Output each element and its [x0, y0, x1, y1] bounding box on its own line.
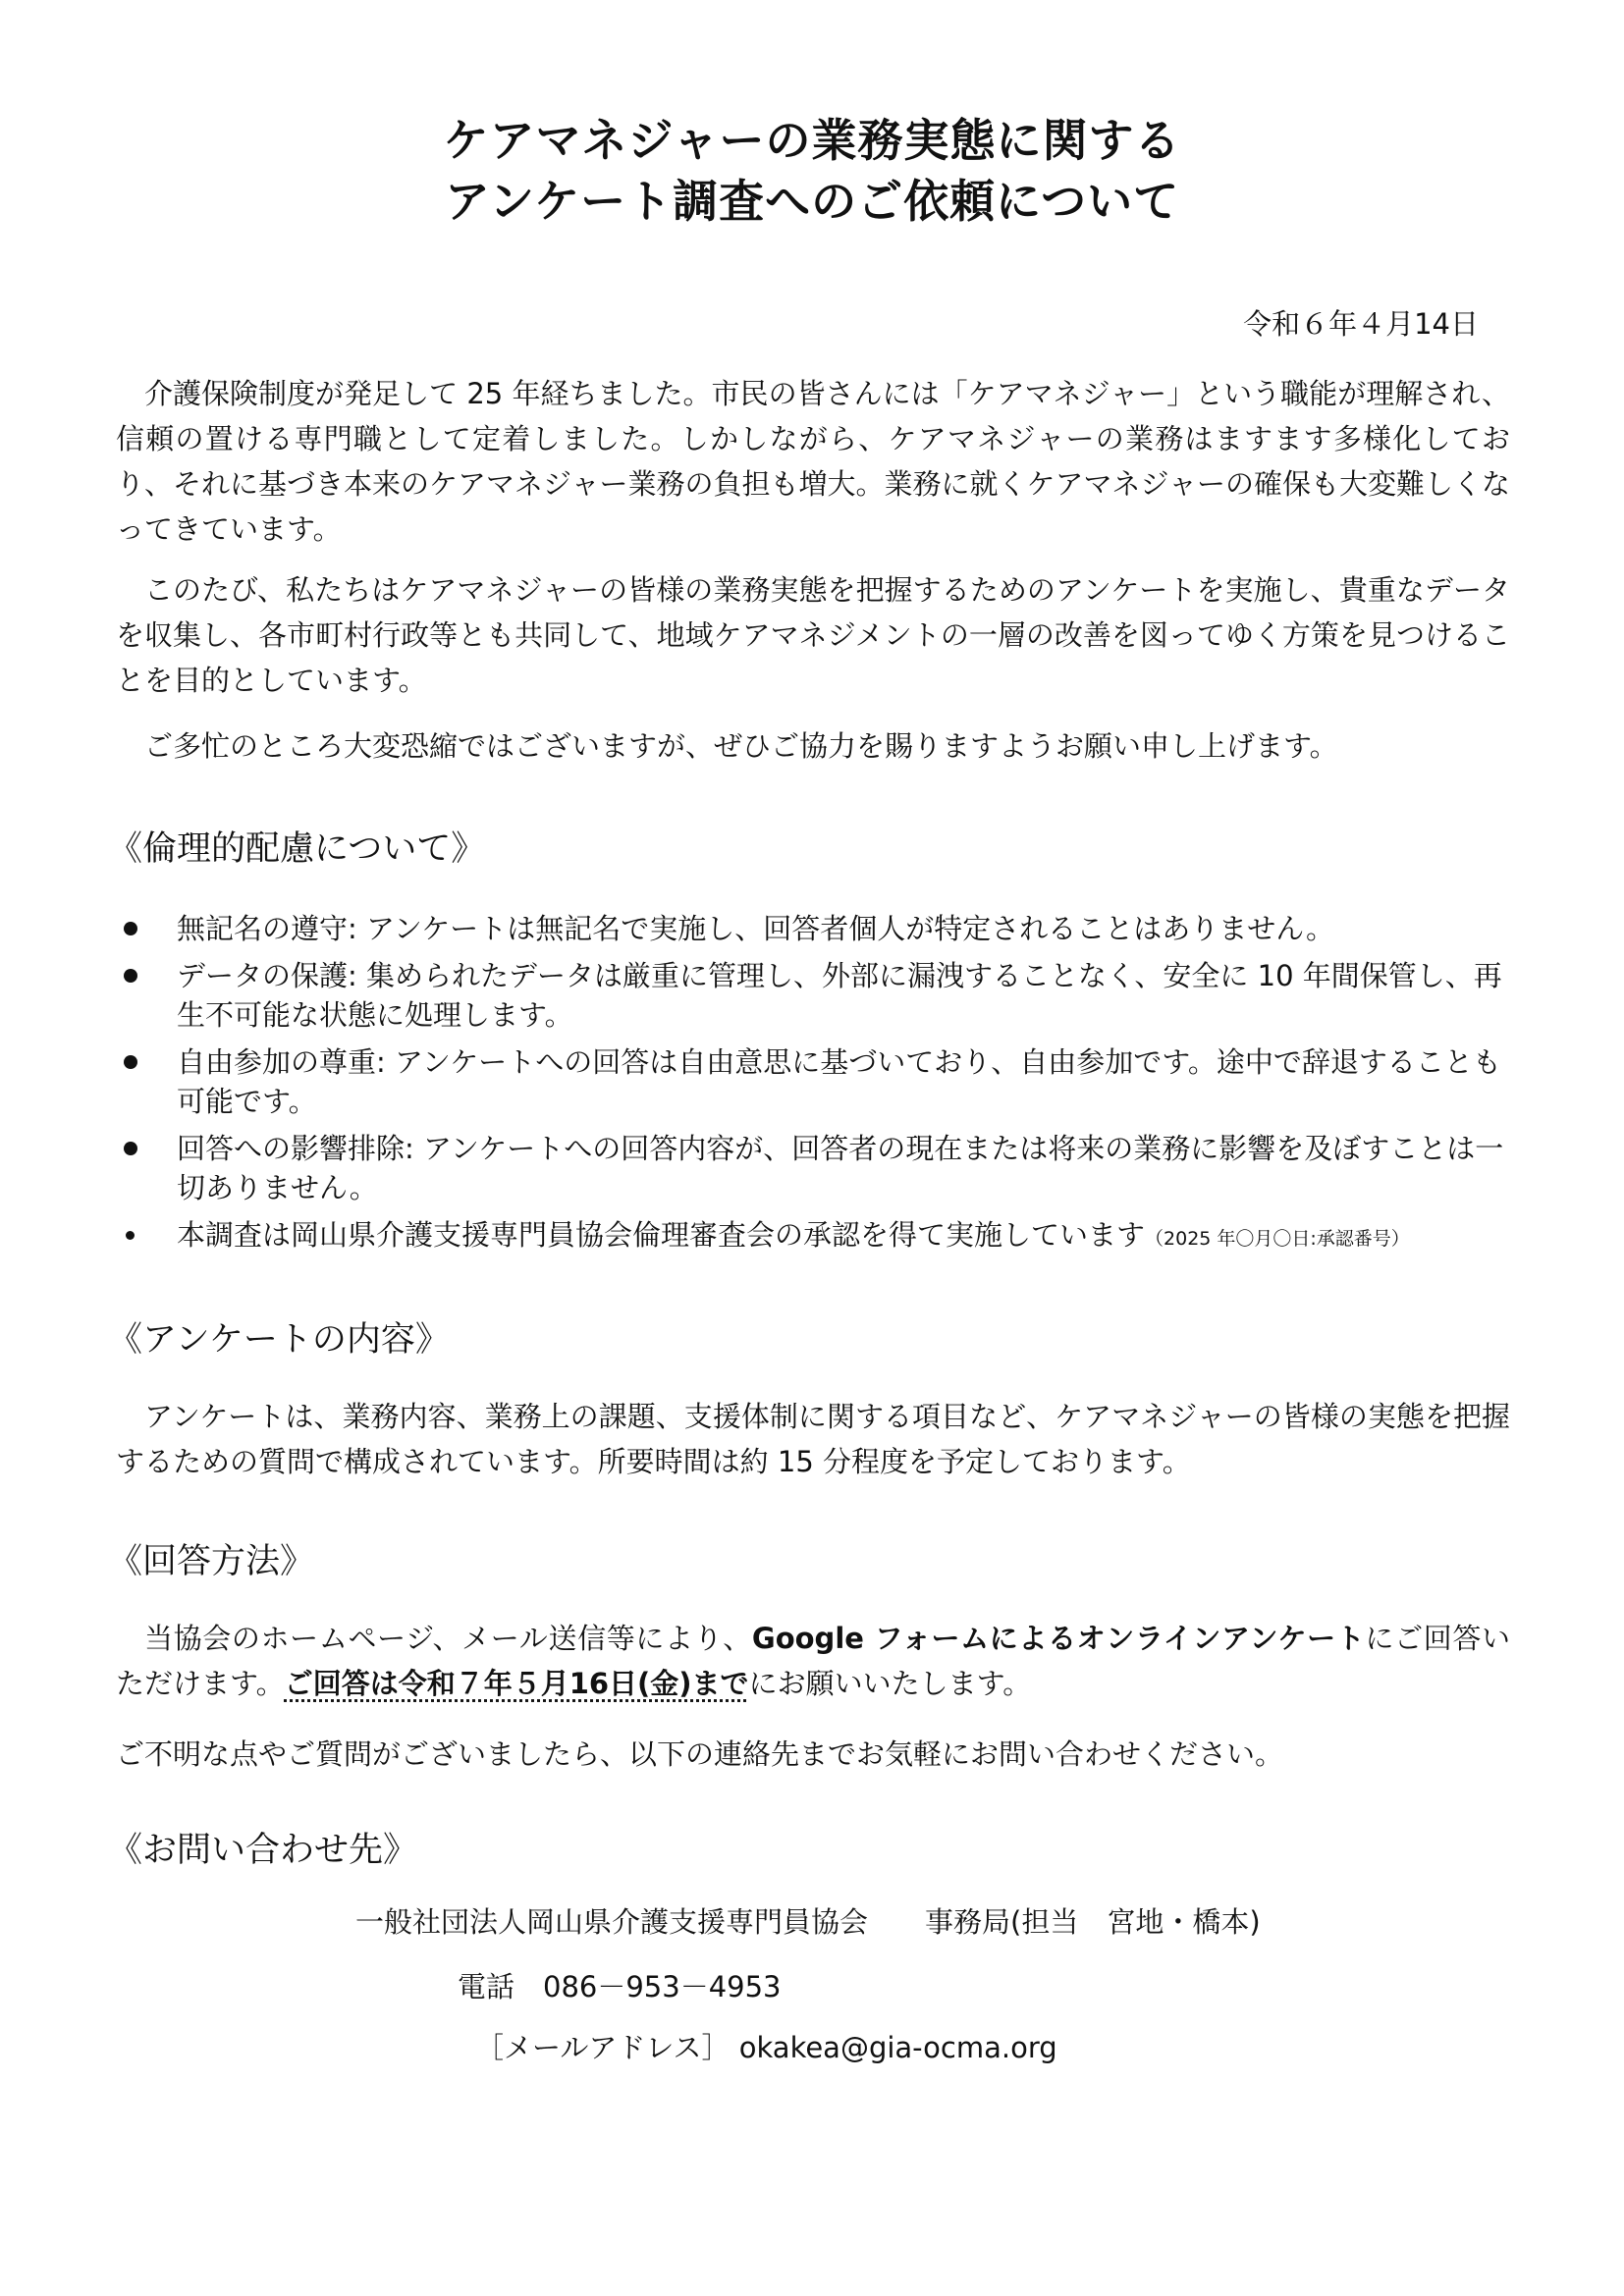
ethics-item: 回答への影響排除: アンケートへの回答内容が、回答者の現在または将来の業務に影響を及ぼすことは一切ありません。	[116, 1129, 1510, 1207]
ethics-item: 無記名の遵守: アンケートは無記名で実施し、回答者個人が特定されることはありません。	[116, 909, 1510, 948]
section-heading-contact: 《お問い合わせ先》	[108, 1831, 418, 1870]
ethics-item: データの保護: 集められたデータは厳重に管理し、外部に漏洩することなく、安全に 10 年間保管し、再生不可能な状態に処理します。	[116, 956, 1510, 1035]
ethics-item: 本調査は岡山県介護支援専門員協会倫理審査会の承認を得て実施しています（2025 年〇月〇日:承認番号）	[116, 1215, 1510, 1258]
section-heading-ethics: 《倫理的配慮について》	[108, 829, 486, 869]
bullet-icon	[124, 1142, 137, 1155]
intro-paragraph-2: このたび、私たちはケアマネジャーの皆様の業務実態を把握するためのアンケートを実施し、貴重なデータを収集し、各市町村行政等とも共同して、地域ケアマネジメントの一層の改善を図ってゆく方策を見つけることを目的としています。	[116, 573, 1510, 697]
deadline-text: ご回答は令和７年５月16日(金)まで	[284, 1667, 749, 1700]
bullet-icon	[126, 1231, 135, 1240]
ethics-list	[116, 909, 1510, 1266]
approval-note: （2025 年〇月〇日:承認番号）	[1145, 1228, 1410, 1250]
google-form-text: Google フォームによるオンラインアンケート	[751, 1622, 1366, 1655]
contact-phone: 電話 086－953－4953	[458, 1970, 782, 2003]
inquiry-note: ご不明な点やご質問がございましたら、以下の連絡先までお気軽にお問い合わせください。	[116, 1737, 1284, 1771]
contact-email: ［メールアドレス］ okakea@gia-ocma.org	[475, 2031, 1057, 2064]
bullet-icon	[124, 922, 137, 935]
ethics-item: 自由参加の尊重: アンケートへの回答は自由意思に基づいており、自由参加です。途中で辞退することも可能です。	[116, 1042, 1510, 1121]
contact-organization: 一般社団法人岡山県介護支援専門員協会 事務局(担当 宮地・橋本)	[355, 1905, 1261, 1939]
document-title-line-2: アンケート調査へのご依頼について	[444, 175, 1180, 228]
answer-method-paragraph: 当協会のホームページ、メール送信等により、Google フォームによるオンラインアンケートにご回答いただけます。ご回答は令和７年５月16日(金)までにお願いいたします。	[116, 1622, 1510, 1700]
document-title-line-1: ケアマネジャーの業務実態に関する	[443, 114, 1181, 167]
section-heading-survey-content: 《アンケートの内容》	[108, 1320, 450, 1360]
bullet-icon	[124, 1055, 137, 1069]
section-heading-answer-method: 《回答方法》	[108, 1542, 315, 1581]
survey-content-paragraph: アンケートは、業務内容、業務上の課題、支援体制に関する項目など、ケアマネジャーの皆様の実態を把握するための質問で構成されています。所要時間は約 15 分程度を予定しております。	[116, 1400, 1510, 1478]
bullet-icon	[124, 969, 137, 983]
document-date: 令和６年４月14日	[1243, 307, 1479, 341]
intro-paragraph-1: 介護保険制度が発足して 25 年経ちました。市民の皆さんには「ケアマネジャー」という職能が理解され、信頼の置ける専門職として定着しました。しかしながら、ケアマネジャーの業務はますます多様化しており、それに基づき本来のケアマネジャー業務の負担も増大。業務に就くケアマネジャーの確保も大変難しくなってきています。	[116, 377, 1510, 546]
intro-paragraph-3: ご多忙のところ大変恐縮ではございますが、ぜひご協力を賜りますようお願い申し上げます。	[144, 729, 1338, 763]
